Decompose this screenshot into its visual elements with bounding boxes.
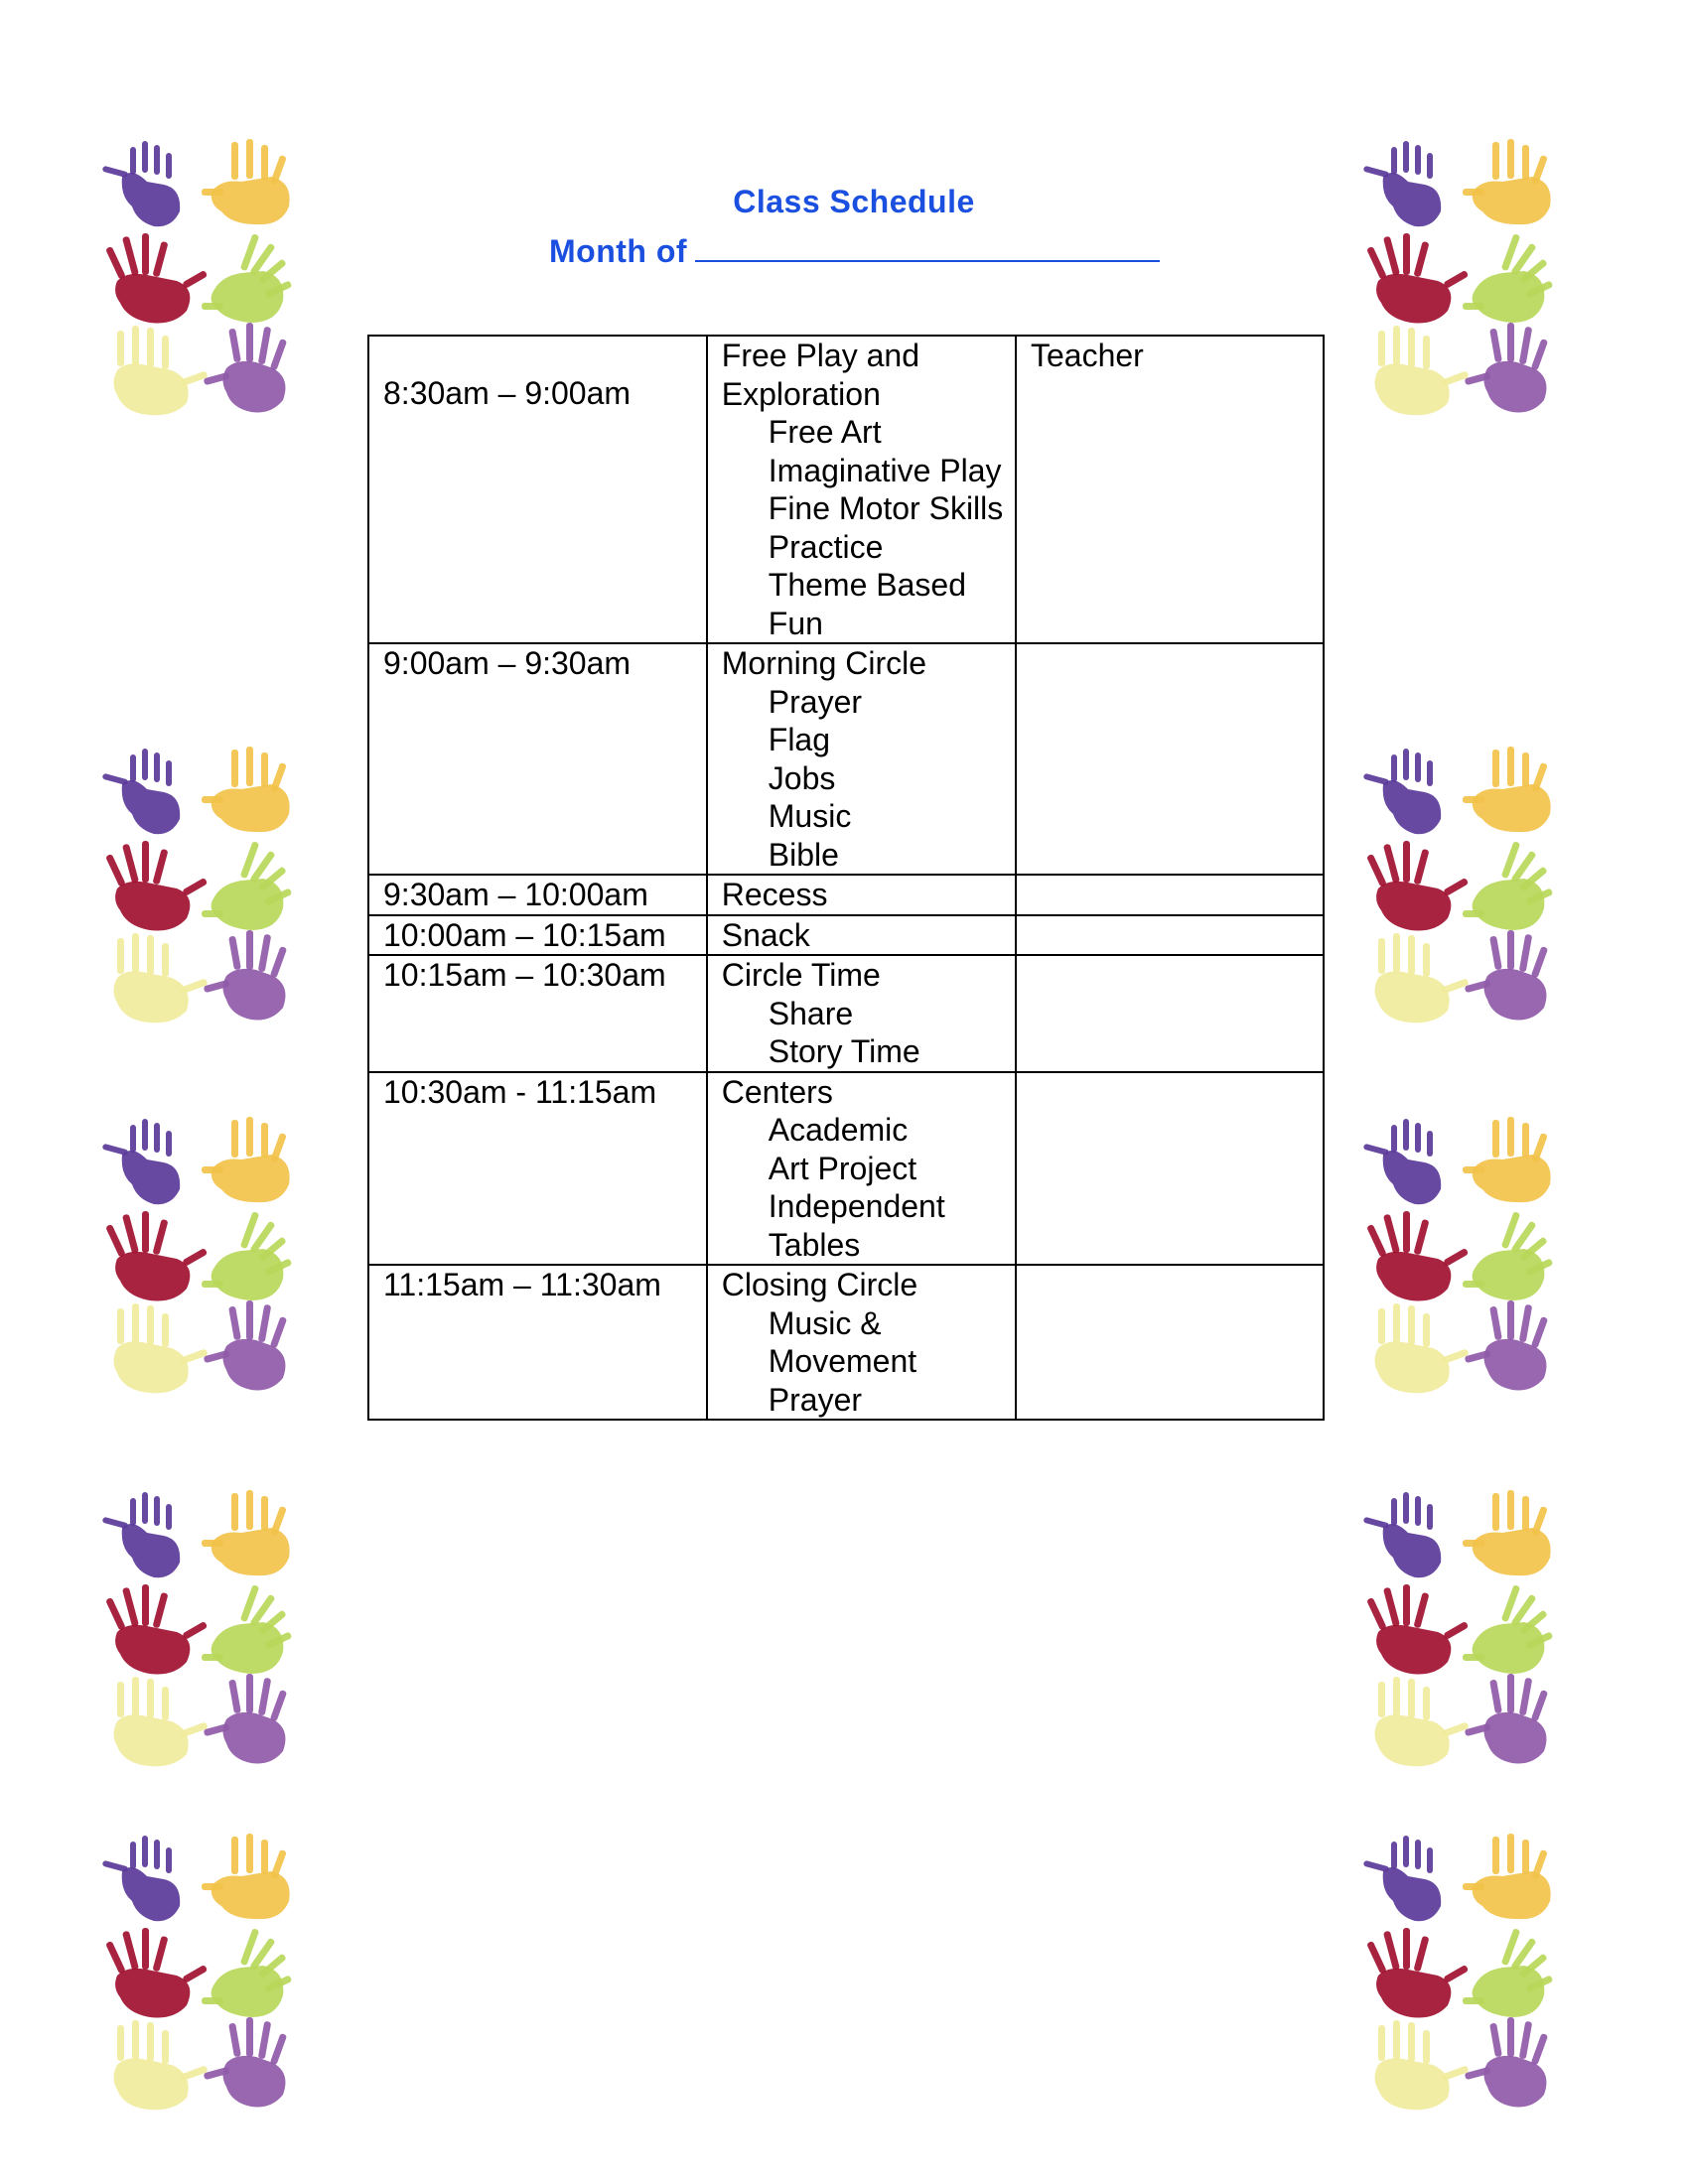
activity-title: Circle Time: [721, 957, 881, 993]
schedule-row: [368, 955, 1324, 1072]
time-cell: [368, 955, 707, 1072]
handprint-icon: [1375, 1303, 1470, 1393]
activity-sub-item: Jobs: [768, 759, 836, 796]
time-cell: [368, 1072, 707, 1266]
activity-sub-item: Movement: [768, 1343, 917, 1379]
handprint-icon: [1463, 841, 1553, 930]
activity-cell: [707, 1265, 1016, 1420]
handprint-icon: [114, 1677, 209, 1766]
handprint-icon: [1463, 233, 1553, 323]
handprint-icon: [105, 1584, 208, 1675]
activity-cell: [707, 643, 1016, 875]
handprint-icon: [114, 326, 209, 415]
handprint-icon: [1463, 1834, 1551, 1919]
handprint-icon: [1463, 1928, 1553, 2017]
schedule-row: [368, 1265, 1324, 1420]
activity-sub-item: Prayer: [768, 683, 863, 720]
handprint-icon: [1463, 1117, 1551, 1202]
handprint-icon: [204, 1674, 288, 1764]
time-cell: [368, 1265, 707, 1420]
handprint-icon: [1465, 1300, 1549, 1391]
handprint-icon: [1463, 1584, 1553, 1674]
handprint-icon: [105, 841, 208, 931]
handprint-icon: [105, 1211, 208, 1301]
activity-sub-item: Flag: [768, 722, 831, 757]
activity-sub-item: Theme Based: [768, 567, 966, 603]
handprint-icon: [1375, 2020, 1470, 2110]
handprint-icon: [202, 1211, 292, 1300]
handprint-icon: [1463, 747, 1551, 832]
handprint-icon: [1363, 1836, 1442, 1921]
schedule-row: [368, 915, 1324, 956]
activity-sub-item: Music &: [768, 1304, 882, 1341]
handprint-icon: [1375, 326, 1470, 415]
activity-sub-item: Share: [768, 995, 854, 1031]
handprint-icon: [1366, 841, 1469, 931]
handprints-decoration-right-4: [1355, 1483, 1564, 1771]
activity-cell: [707, 1072, 1016, 1266]
handprint-icon: [1363, 1119, 1442, 1204]
handprint-icon: [102, 1119, 181, 1204]
activity-cell: [707, 336, 1016, 643]
teacher-label: Teacher: [1030, 338, 1144, 373]
time-slot: 10:15am – 10:30am: [383, 957, 666, 993]
activity-sub-item: Story Time: [768, 1033, 920, 1069]
activity-sub-item: Practice: [768, 528, 884, 565]
month-blank-field[interactable]: [695, 230, 1160, 262]
month-label: Month of: [549, 233, 688, 269]
activity-sub-item: Fun: [768, 605, 823, 641]
teacher-cell[interactable]: [1016, 1072, 1324, 1266]
handprint-icon: [204, 930, 288, 1021]
activity-sub-item: Art Project: [768, 1150, 917, 1186]
handprint-icon: [202, 747, 290, 832]
handprint-icon: [1366, 1211, 1469, 1301]
handprint-icon: [202, 1584, 292, 1674]
time-slot: 8:30am – 9:00am: [383, 375, 632, 411]
time-slot: 9:30am – 10:00am: [383, 877, 648, 912]
handprint-icon: [1375, 933, 1470, 1023]
schedule-row: [368, 1072, 1324, 1266]
activity-sub-item: Fine Motor Skills: [768, 490, 1004, 526]
time-slot: 10:00am – 10:15am: [383, 916, 666, 953]
handprints-decoration-right-5: [1355, 1827, 1564, 2115]
handprint-icon: [1465, 1674, 1549, 1764]
month-line: [549, 230, 1160, 270]
time-cell: [368, 643, 707, 875]
time-slot: 11:15am – 11:30am: [383, 1267, 661, 1302]
handprint-icon: [1465, 2017, 1549, 2108]
handprint-icon: [202, 1117, 290, 1202]
handprint-icon: [105, 233, 208, 324]
activity-title: Snack: [721, 916, 810, 953]
handprints-decoration-left-2: [94, 740, 303, 1027]
handprint-icon: [202, 841, 292, 930]
handprint-icon: [1366, 233, 1469, 324]
handprint-icon: [204, 1300, 288, 1391]
handprint-icon: [102, 749, 181, 834]
handprint-icon: [114, 933, 209, 1023]
time-cell: [368, 875, 707, 915]
activity-sub-item: Independent: [768, 1188, 945, 1224]
handprints-decoration-left-4: [94, 1483, 303, 1771]
activity-cell: [707, 955, 1016, 1072]
schedule-row: [368, 336, 1324, 643]
teacher-cell[interactable]: [1016, 915, 1324, 956]
handprint-icon: [114, 2020, 209, 2110]
handprints-decoration-right-2: [1355, 740, 1564, 1027]
activity-title: Recess: [721, 877, 828, 912]
activity-sub-item: Academic: [768, 1112, 909, 1148]
teacher-cell[interactable]: [1016, 955, 1324, 1072]
handprint-icon: [1375, 1677, 1470, 1766]
handprint-icon: [202, 1928, 292, 2017]
teacher-cell[interactable]: [1016, 1265, 1324, 1420]
activity-sub-item: Prayer: [768, 1381, 863, 1418]
schedule-table: [367, 335, 1325, 1421]
handprint-icon: [202, 1834, 290, 1919]
handprint-icon: [105, 1928, 208, 2018]
time-slot: 9:00am – 9:30am: [383, 645, 632, 681]
handprints-decoration-left-3: [94, 1110, 303, 1398]
schedule-row: [368, 875, 1324, 915]
activity-sub-item: Bible: [768, 836, 839, 873]
activity-title: Exploration: [721, 375, 881, 412]
handprint-icon: [204, 2017, 288, 2108]
activity-sub-item: Imaginative Play: [768, 452, 1002, 488]
handprints-decoration-right-3: [1355, 1110, 1564, 1398]
activity-sub-item: Music: [768, 798, 852, 834]
handprint-icon: [1366, 1928, 1469, 2018]
activity-cell: [707, 875, 1016, 915]
activity-title: Free Play and: [721, 338, 919, 373]
handprint-icon: [1465, 323, 1549, 413]
teacher-cell[interactable]: [1016, 336, 1324, 643]
handprint-icon: [1465, 930, 1549, 1021]
handprint-icon: [202, 233, 292, 323]
handprints-decoration-left-5: [94, 1827, 303, 2115]
activity-title: Closing Circle: [721, 1267, 918, 1302]
activity-sub-item: Free Art: [768, 414, 882, 450]
handprint-icon: [1463, 1211, 1553, 1300]
activity-title: Morning Circle: [721, 645, 927, 681]
schedule-row: [368, 643, 1324, 875]
handprints-decoration-left-1: [94, 132, 303, 420]
handprint-icon: [1363, 749, 1442, 834]
time-cell: [368, 915, 707, 956]
handprint-icon: [1363, 1492, 1442, 1577]
handprint-icon: [114, 1303, 209, 1393]
activity-cell: [707, 915, 1016, 956]
teacher-cell[interactable]: [1016, 875, 1324, 915]
activity-title: Centers: [721, 1073, 833, 1110]
handprint-icon: [202, 1490, 290, 1575]
handprint-icon: [204, 323, 288, 413]
handprint-icon: [1366, 1584, 1469, 1675]
handprint-icon: [1463, 1490, 1551, 1575]
activity-sub-item: Tables: [768, 1226, 861, 1263]
time-cell: [368, 336, 707, 643]
handprint-icon: [102, 1836, 181, 1921]
page-title: Class Schedule: [733, 184, 975, 219]
handprint-icon: [102, 1492, 181, 1577]
handprints-decoration-right-1: [1355, 132, 1564, 420]
time-slot: 10:30am - 11:15am: [383, 1073, 657, 1110]
teacher-cell[interactable]: [1016, 643, 1324, 875]
